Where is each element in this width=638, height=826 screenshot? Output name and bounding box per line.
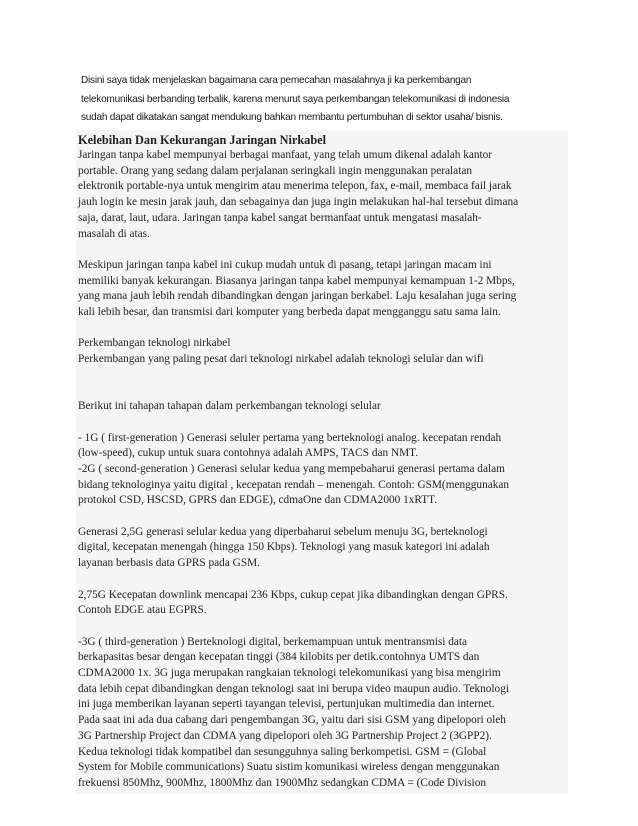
text-line: frekuensi 850Mhz, 900Mhz, 1800Mhz dan 1900Mhz sedangkan CDMA = (Code Division	[78, 777, 486, 789]
article-heading: Kelebihan Dan Kekurangan Jaringan Nirkabel	[78, 133, 327, 147]
text-line: bidang teknologinya yaitu digital , kecepatan rendah – menengah. Contoh: GSM(menggunakan	[78, 478, 510, 491]
text-line: Kedua teknologi tidak kompatibel dan sesungguhnya saling berkompetisi. GSM = (Global	[78, 745, 487, 758]
text-line: -2G ( second-generation ) Generasi selular kedua yang mempebaharui generasi pertama dalam	[78, 462, 505, 475]
text-line: 3G Partnership Project dan CDMA yang dipelopori oleh 3G Partnership Project 2 (3GPP2).	[78, 729, 492, 742]
paragraph-2-5g	[78, 525, 566, 572]
paragraph-drawbacks	[78, 258, 566, 321]
text-line: Pada saat ini ada dua cabang dari pengembangan 3G, yaitu dari sisi GSM yang dipelopori oleh	[78, 714, 506, 727]
text-line: data lebih cepat dibandingkan dengan teknologi saat ini berupa video maupun audio. Teknologi	[78, 682, 509, 695]
text-line: Jaringan tanpa kabel mempunyai berbagai manfaat, yang telah umum dikenal adalah kantor	[78, 149, 493, 161]
text-line: Contoh EDGE atau EGPRS.	[78, 604, 207, 617]
text-line: 2,75G Kecepatan downlink mencapai 236 Kbps, cukup cepat jika dibandingkan dengan GPRS.	[78, 588, 508, 601]
intro-line: sudah dapat dikatakan sangat mendukung bahkan membantu pertumbuhan di sektor usaha/ bisnis.	[81, 112, 503, 123]
paragraph-3g	[78, 635, 566, 792]
text-line: saja, darat, laut, udara. Jaringan tanpa kabel sangat bermanfaat untuk mengatasi masalah-	[78, 211, 482, 224]
paragraph-stages-intro	[78, 399, 566, 415]
intro-line: telekomunikasi berbanding terbalik, karena menurut saya perkembangan telekomunikasi di indonesia	[81, 93, 510, 105]
intro-line: Disini saya tidak menjelaskan bagaimana cara pemecahan masalahnya ji ka perkembangan	[81, 75, 472, 86]
text-line: System for Mobile communications) Suatu sistim komunikasi wireless dengan menggunakan	[78, 761, 500, 774]
text-line: Meskipun jaringan tanpa kabel ini cukup mudah untuk di pasang, tetapi jaringan macam ini	[78, 258, 492, 271]
text-line: CDMA2000 1x. 3G juga merupakan rangkaian teknologi telekomunikasi yang bisa mengirim	[78, 667, 501, 680]
text-line: digital, kecepatan menengah (hingga 150 Kbps). Teknologi yang masuk kategori ini adalah	[78, 541, 490, 554]
spacer	[78, 368, 566, 384]
text-line: Perkembangan teknologi nirkabel	[78, 337, 231, 350]
paragraph-2-75g	[78, 588, 566, 619]
text-line: layanan berbasis data GPRS pada GSM.	[78, 557, 260, 570]
text-line: memiliki banyak kekurangan. Biasanya jaringan tanpa kabel mempunyai kemampuan 1-2 Mbps,	[78, 274, 515, 287]
text-line: elektronik portable-nya untuk mengirim atau menerima telepon, fax, e-mail, membaca fail jarak	[78, 180, 512, 193]
text-line: yang mana jauh lebih rendah dibandingkan dengan jaringan berkabel. Laju kesalahan juga sering	[78, 290, 517, 303]
paragraph-development	[78, 336, 566, 367]
intro-paragraph	[81, 72, 571, 128]
text-line: portable. Orang yang sedang dalam perjalanan seringkali ingin menggunakan peralatan	[78, 164, 472, 177]
text-line: -3G ( third-generation ) Berteknologi digital, berkemampuan untuk mentransmisi data	[78, 635, 468, 648]
text-line: Berikut ini tahapan tahapan dalam perkembangan teknologi selular	[78, 400, 381, 413]
article-block	[76, 130, 568, 794]
text-line: (low-speed), cukup untuk suara contohnya adalah AMPS, TACS dan NMT.	[78, 447, 419, 460]
text-line: protokol CSD, HSCSD, GPRS dan EDGE), cdmaOne dan CDMA2000 1xRTT.	[78, 494, 438, 507]
text-line: - 1G ( first-generation ) Generasi seluler pertama yang berteknologi analog. kecepatan rendah	[78, 431, 502, 444]
text-line: ini juga memberikan layanan seperti tayangan televisi, pertunjukan multimedia dan internet.	[78, 698, 495, 711]
text-line: Perkembangan yang paling pesat dari teknologi nirkabel adalah teknologi selular dan wifi	[78, 353, 484, 366]
spacer	[78, 384, 566, 400]
paragraph-benefits	[78, 148, 566, 242]
paragraph-1g-2g	[78, 431, 566, 510]
text-line: kali lebih besar, dan transmisi dari komputer yang berbeda dapat mengganggu satu sama lain.	[78, 306, 501, 319]
text-line: masalah di atas.	[78, 227, 150, 240]
text-line: berkapasitas besar dengan kecepatan tinggi (384 kilobits per detik.contohnya UMTS dan	[78, 651, 480, 664]
text-line: Generasi 2,5G generasi selular kedua yang diperbaharui sebelum menuju 3G, berteknologi	[78, 525, 488, 538]
text-line: jauh login ke mesin jarak jauh, dan sebagainya dan juga ingin melakukan hal-hal tersebut dimana	[78, 196, 519, 209]
